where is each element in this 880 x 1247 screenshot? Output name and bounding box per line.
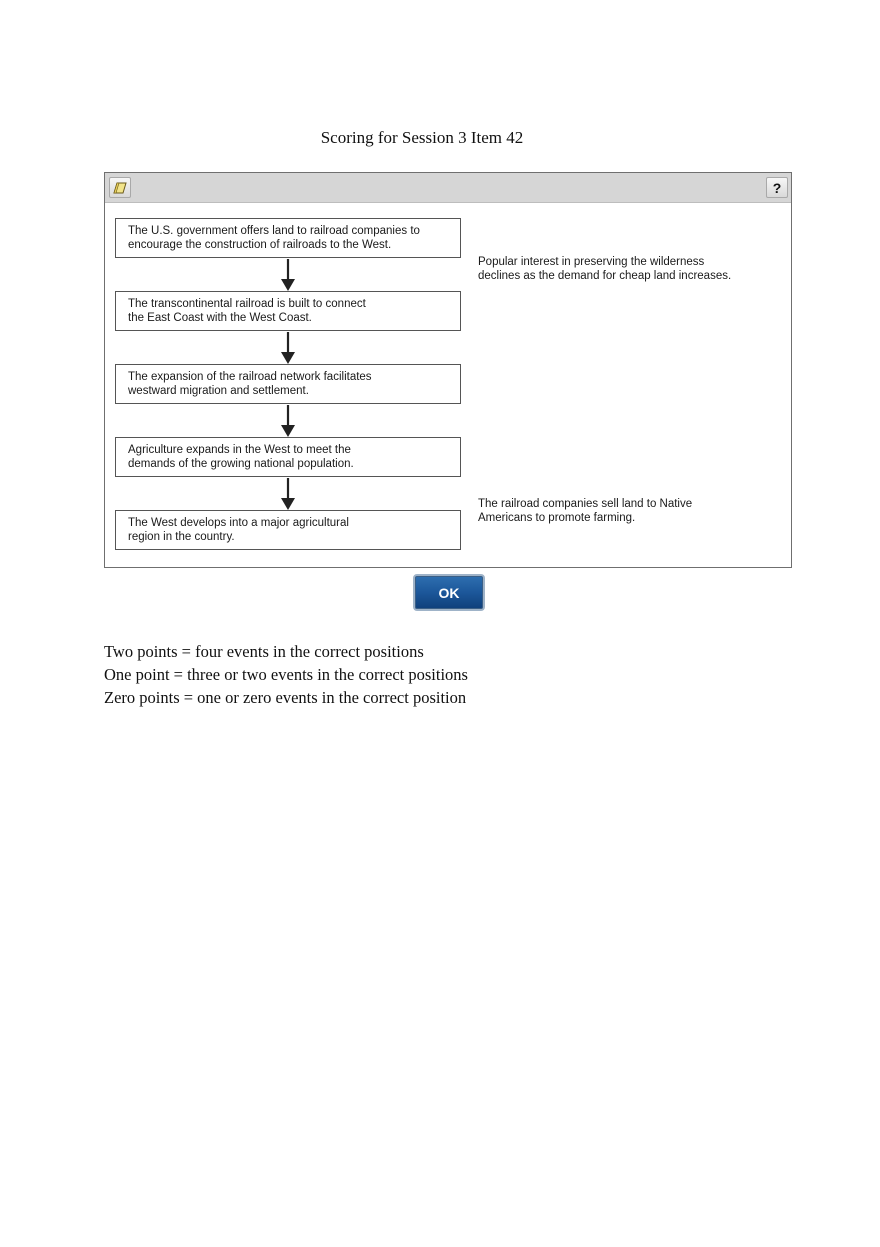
eraser-button[interactable] (109, 177, 131, 198)
flow-box-2[interactable]: The transcontinental railroad is built to connect the East Coast with the West Coast. (115, 291, 461, 331)
scoring-line: Zero points = one or zero events in the correct position (104, 688, 467, 707)
scoring-rubric (104, 640, 468, 709)
flow-box-5[interactable]: The West develops into a major agricultural region in the country. (115, 510, 461, 550)
flow-box-4[interactable]: Agriculture expands in the West to meet the demands of the growing national population. (115, 437, 461, 477)
arrow-down-icon (278, 259, 298, 292)
page-title: Scoring for Session 3 Item 42 (320, 128, 524, 147)
unused-option-1[interactable]: Popular interest in preserving the wilderness declines as the demand for cheap land increases. (478, 256, 732, 282)
flow-box-3[interactable]: The expansion of the railroad network facilitates westward migration and settlement. (115, 364, 461, 404)
unused-option-2[interactable]: The railroad companies sell land to Native Americans to promote farming. (478, 498, 693, 524)
flow-box-1[interactable]: The U.S. government offers land to railroad companies to encourage the construction of railroads to the West. (115, 218, 461, 258)
arrow-down-icon (278, 332, 298, 365)
toolbar (105, 173, 791, 203)
arrow-down-icon (278, 478, 298, 511)
ok-button[interactable]: OK (413, 574, 485, 611)
scoring-line: Two points = four events in the correct positions (104, 642, 424, 661)
item-window (104, 172, 792, 568)
arrow-down-icon (278, 405, 298, 438)
scoring-line: One point = three or two events in the correct positions (104, 665, 468, 684)
eraser-icon (112, 181, 128, 195)
help-button[interactable]: ? (766, 177, 788, 198)
